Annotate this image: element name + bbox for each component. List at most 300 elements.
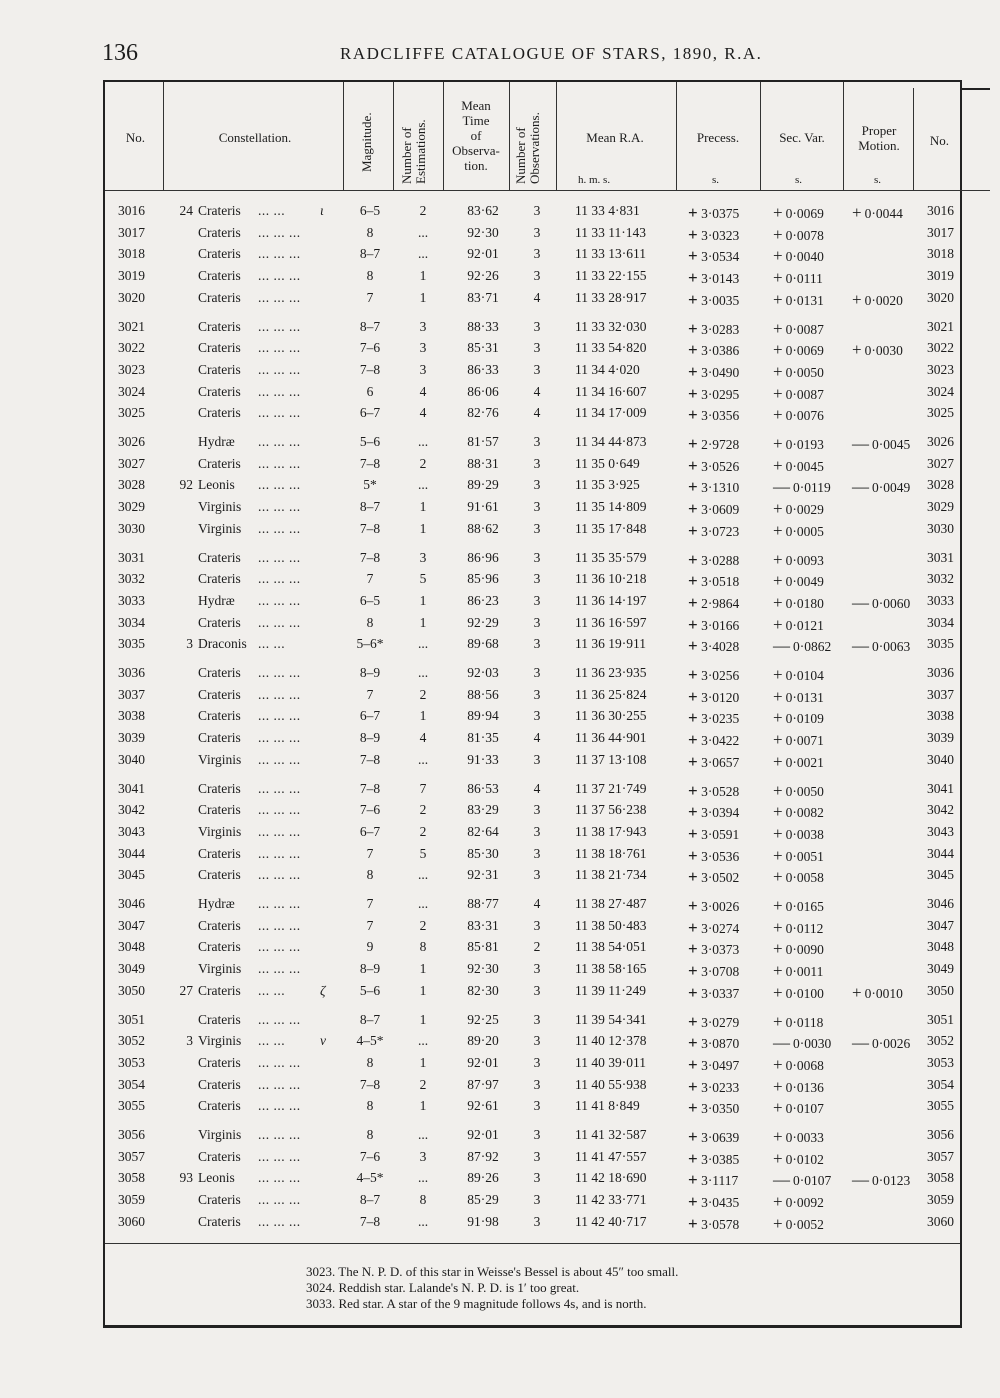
header-precess: Precess. <box>696 130 740 145</box>
secular-variation-sign: + <box>773 571 783 591</box>
estimations: 1 <box>419 614 427 630</box>
star-number-right: 3037 <box>927 686 954 702</box>
table-row <box>0 918 1000 940</box>
secular-variation <box>773 499 824 519</box>
precession: + 3·0295 <box>688 383 740 403</box>
magnitude: 7–8 <box>359 361 381 377</box>
mean-time: 82·30 <box>467 982 499 998</box>
precession: + 3·0609 <box>688 499 740 519</box>
mean-ra: 11 35 14·809 <box>575 499 647 515</box>
precession: + 3·0708 <box>688 961 740 981</box>
observations: 3 <box>533 867 541 883</box>
mean-ra: 11 40 12·378 <box>575 1033 647 1049</box>
precession: + 3·0578 <box>688 1213 740 1233</box>
mean-ra: 11 35 35·579 <box>575 549 647 565</box>
flamsteed-number: 24 <box>179 203 193 218</box>
secular-variation <box>773 1098 824 1118</box>
observations: 3 <box>533 1098 541 1114</box>
estimations: 1 <box>419 708 427 724</box>
table-row <box>0 290 1000 312</box>
secular-variation-sign: + <box>773 1213 783 1233</box>
flamsteed-number: 3 <box>186 1033 193 1049</box>
secular-variation-sign: + <box>773 665 783 684</box>
col-rule <box>163 82 164 190</box>
proper-motion-value: 0·0020 <box>864 292 903 308</box>
table-row <box>0 939 1000 961</box>
mean-ra: 11 38 21·734 <box>575 867 647 883</box>
secular-variation <box>773 824 824 844</box>
precession-value: 3·1310 <box>701 480 740 496</box>
table-row <box>0 362 1000 384</box>
mean-ra: 11 33 13·611 <box>575 246 646 262</box>
estimations: 2 <box>419 686 427 702</box>
proper-motion <box>852 477 910 497</box>
magnitude: 5–6* <box>356 636 384 652</box>
precession: + 3·0536 <box>688 845 740 865</box>
constellation: Hydræ <box>198 434 235 449</box>
magnitude: 5* <box>363 477 377 493</box>
mean-ra: 11 35 17·848 <box>575 520 647 536</box>
mean-ra: 11 34 44·873 <box>575 434 647 449</box>
magnitude: 7 <box>366 686 374 702</box>
secular-variation <box>773 1214 824 1234</box>
star-number-right: 3047 <box>927 917 954 933</box>
observations: 3 <box>533 268 541 284</box>
secular-variation-sign: + <box>773 592 783 612</box>
star-number-right: 3018 <box>927 246 954 262</box>
secular-variation <box>773 384 824 404</box>
leader-dots: ... ... ... <box>258 1192 301 1208</box>
secular-variation-value: 0·0045 <box>785 458 824 474</box>
star-number-right: 3034 <box>927 614 954 630</box>
secular-variation-value: 0·0100 <box>785 985 824 1001</box>
mean-ra: 11 35 0·649 <box>575 455 640 471</box>
leader-dots: ... ... ... <box>258 1011 301 1027</box>
observations: 3 <box>533 592 541 608</box>
star-number: 3022 <box>118 340 145 356</box>
star-number: 3029 <box>118 499 145 515</box>
observations: 3 <box>533 549 541 565</box>
mean-ra: 11 34 16·607 <box>575 383 647 399</box>
magnitude: 7–6 <box>359 802 381 818</box>
star-number: 3035 <box>118 636 145 652</box>
observations: 4 <box>533 405 541 421</box>
leader-dots: ... ... ... <box>258 917 301 933</box>
mean-ra: 11 40 55·938 <box>575 1076 647 1092</box>
estimations: 8 <box>419 1192 427 1208</box>
header-sec-var: Sec. Var. <box>779 130 825 145</box>
observations: 3 <box>533 1127 541 1142</box>
observations: 3 <box>533 1170 541 1186</box>
col-rule <box>843 82 844 190</box>
leader-dots: ... ... <box>258 982 286 998</box>
magnitude: 7–8 <box>359 1076 381 1092</box>
mean-ra: 11 41 8·849 <box>575 1098 640 1114</box>
precession-value: 3·0035 <box>701 292 740 308</box>
precession: + 3·0035 <box>688 289 740 309</box>
secular-variation-sign: — <box>773 477 790 497</box>
star-number-right: 3043 <box>927 823 954 839</box>
precession-value: 3·0422 <box>701 733 740 749</box>
mean-time: 89·20 <box>467 1033 499 1049</box>
mean-time: 92·03 <box>467 665 499 680</box>
estimations: 1 <box>419 268 427 284</box>
secular-variation-value: 0·0111 <box>785 271 823 287</box>
proper-motion-value: 0·0044 <box>864 206 903 221</box>
precession-value: 3·1117 <box>701 1173 739 1189</box>
mean-time: 92·30 <box>467 224 499 240</box>
magnitude: 7–8 <box>359 751 381 767</box>
leader-dots: ... ... ... <box>258 751 301 767</box>
table-row <box>0 615 1000 637</box>
mean-ra: 11 38 18·761 <box>575 845 647 861</box>
observations: 4 <box>533 896 541 911</box>
estimations: 2 <box>419 823 427 839</box>
secular-variation-sign: + <box>773 361 783 381</box>
proper-motion-sign: — <box>852 1033 869 1053</box>
secular-variation-sign: + <box>773 455 783 475</box>
precession-value: 3·0518 <box>701 574 740 590</box>
table-row <box>0 571 1000 593</box>
secular-variation-sign: + <box>773 730 783 750</box>
secular-variation-sign: + <box>773 499 783 519</box>
estimations: 4 <box>419 383 427 399</box>
proper-motion-value: 0·0060 <box>872 595 911 611</box>
secular-variation-sign: + <box>773 823 783 843</box>
leader-dots: ... ... ... <box>258 455 301 471</box>
running-head: RADCLIFFE CATALOGUE OF STARS, 1890, R.A. <box>340 44 763 63</box>
secular-variation-sign: + <box>773 1054 783 1074</box>
star-number-right: 3049 <box>927 961 954 977</box>
table-row <box>0 225 1000 247</box>
star-number: 3023 <box>118 361 145 377</box>
precession: + 3·0394 <box>688 802 740 822</box>
mean-ra: 11 33 4·831 <box>575 203 640 218</box>
precession: + 3·0870 <box>688 1033 740 1053</box>
precession: + 3·0143 <box>688 268 740 288</box>
leader-dots: ... ... ... <box>258 1076 301 1092</box>
leader-dots: ... ... ... <box>258 823 301 839</box>
star-number: 3026 <box>118 434 145 449</box>
precession: + 3·0518 <box>688 571 740 591</box>
magnitude: 7–8 <box>359 780 381 796</box>
table-row <box>0 593 1000 615</box>
secular-variation-sign: + <box>773 1192 783 1212</box>
estimations: 2 <box>419 1076 427 1092</box>
table-row <box>0 846 1000 868</box>
header-magnitude: Magnitude. <box>359 112 374 172</box>
precession-value: 3·0283 <box>701 321 740 337</box>
secular-variation-value: 0·0038 <box>785 826 824 842</box>
proper-motion-sign: + <box>852 203 862 222</box>
constellation: Crateris <box>198 361 241 377</box>
observations: 3 <box>533 1192 541 1208</box>
mean-time: 89·68 <box>467 636 499 652</box>
observations: 3 <box>533 917 541 933</box>
secular-variation-sign: + <box>773 289 783 309</box>
estimations: ... <box>417 1213 429 1229</box>
estimations: 7 <box>419 780 427 796</box>
magnitude: 8–7 <box>359 246 381 262</box>
secular-variation-sign: + <box>773 203 783 222</box>
mean-time: 87·92 <box>467 1148 499 1164</box>
star-number-right: 3024 <box>927 383 954 399</box>
star-number-right: 3028 <box>927 477 954 493</box>
secular-variation-sign: + <box>773 268 783 288</box>
unit-proper-motion: s. <box>874 174 882 186</box>
constellation: Virginis <box>198 1033 242 1049</box>
constellation: Crateris <box>198 665 241 680</box>
secular-variation <box>773 340 824 360</box>
magnitude: 7–8 <box>359 549 381 565</box>
mean-ra: 11 38 50·483 <box>575 917 647 933</box>
star-number: 3046 <box>118 896 145 911</box>
estimations: ... <box>417 1033 429 1049</box>
star-number: 3033 <box>118 592 145 608</box>
header-mean-ra: Mean R.A. <box>586 130 644 145</box>
header-rule <box>105 190 960 191</box>
mean-time: 86·53 <box>467 780 499 796</box>
observations: 3 <box>533 246 541 262</box>
mean-time: 92·25 <box>467 1011 499 1027</box>
leader-dots: ... ... ... <box>258 520 301 536</box>
precession-value: 3·0235 <box>701 711 740 727</box>
mean-time: 85·96 <box>467 571 499 587</box>
proper-motion <box>852 1170 910 1190</box>
mean-time: 92·29 <box>467 614 499 630</box>
observations: 3 <box>533 1148 541 1164</box>
mean-ra: 11 42 33·771 <box>575 1192 647 1208</box>
estimations: 3 <box>419 1148 427 1164</box>
leader-dots: ... ... ... <box>258 708 301 724</box>
secular-variation-value: 0·0029 <box>785 502 824 518</box>
estimations: 1 <box>419 1054 427 1070</box>
secular-variation-value: 0·0033 <box>785 1130 824 1145</box>
footer-rule <box>105 1243 960 1244</box>
constellation: Crateris <box>198 383 241 399</box>
star-number-right: 3053 <box>927 1054 954 1070</box>
mean-ra: 11 42 40·717 <box>575 1213 647 1229</box>
magnitude: 8–7 <box>359 1192 381 1208</box>
secular-variation-value: 0·0090 <box>785 942 824 958</box>
precession: + 3·0323 <box>688 224 740 244</box>
precession-value: 3·0708 <box>701 964 740 980</box>
observations: 3 <box>533 1011 541 1027</box>
constellation: Crateris <box>198 730 241 746</box>
precession-value: 3·4028 <box>701 639 740 655</box>
constellation: Crateris <box>198 289 241 305</box>
precession-value: 3·0870 <box>701 1036 740 1052</box>
proper-motion-value: 0·0030 <box>864 343 903 359</box>
constellation: Hydræ <box>198 896 235 911</box>
secular-variation <box>773 802 824 822</box>
proper-motion <box>852 593 910 613</box>
leader-dots: ... ... ... <box>258 549 301 565</box>
star-number: 3018 <box>118 246 145 262</box>
magnitude: 8 <box>366 1098 374 1114</box>
precession-value: 3·0274 <box>701 920 740 936</box>
bayer-letter: ζ <box>320 982 326 998</box>
magnitude: 7–8 <box>359 455 381 471</box>
star-number-right: 3022 <box>927 340 954 356</box>
constellation: Crateris <box>198 614 241 630</box>
secular-variation-sign: + <box>773 405 783 425</box>
mean-ra: 11 33 28·917 <box>575 289 647 305</box>
star-number-right: 3021 <box>927 318 954 334</box>
secular-variation <box>773 708 824 728</box>
estimations: ... <box>417 665 429 680</box>
magnitude: 8–7 <box>359 499 381 515</box>
secular-variation-value: 0·0118 <box>785 1014 824 1030</box>
constellation: Crateris <box>198 802 241 818</box>
constellation: Crateris <box>198 708 241 724</box>
secular-variation <box>773 665 824 685</box>
secular-variation-value: 0·0040 <box>785 249 824 265</box>
proper-motion-value: 0·0063 <box>872 639 911 655</box>
mean-time: 82·64 <box>467 823 499 839</box>
mean-ra: 11 38 54·051 <box>575 939 647 955</box>
star-number-right: 3029 <box>927 499 954 515</box>
secular-variation <box>773 477 831 497</box>
secular-variation-value: 0·0119 <box>793 480 831 496</box>
mean-ra: 11 33 11·143 <box>575 224 646 240</box>
star-number: 3039 <box>118 730 145 746</box>
estimations: 3 <box>419 361 427 377</box>
proper-motion-value: 0·0049 <box>872 480 911 496</box>
flamsteed-number: 3 <box>186 636 193 652</box>
secular-variation-value: 0·0049 <box>785 574 824 590</box>
star-number: 3042 <box>118 802 145 818</box>
footnote: 3024. Reddish star. Lalande's N. P. D. is 1′ too great. <box>306 1280 580 1295</box>
secular-variation <box>773 1170 831 1190</box>
mean-ra: 11 36 25·824 <box>575 686 647 702</box>
constellation: Leonis <box>198 1170 235 1186</box>
magnitude: 6 <box>366 383 374 399</box>
mean-time: 86·33 <box>467 361 499 377</box>
leader-dots: ... ... ... <box>258 477 301 493</box>
precession-value: 3·0375 <box>701 206 740 221</box>
leader-dots: ... ... ... <box>258 845 301 861</box>
table-row <box>0 405 1000 427</box>
secular-variation <box>773 1149 824 1169</box>
estimations: 2 <box>419 203 427 218</box>
observations: 3 <box>533 520 541 536</box>
secular-variation-sign: + <box>773 780 783 800</box>
col-rule <box>443 82 444 190</box>
star-number: 3043 <box>118 823 145 839</box>
precession: + 3·0435 <box>688 1192 740 1212</box>
proper-motion-value: 0·0123 <box>872 1173 911 1189</box>
observations: 4 <box>533 730 541 746</box>
leader-dots: ... ... ... <box>258 896 301 911</box>
secular-variation-value: 0·0131 <box>785 292 824 308</box>
secular-variation-sign: + <box>773 434 783 453</box>
table-row <box>0 550 1000 572</box>
secular-variation <box>773 846 824 866</box>
table-row <box>0 1077 1000 1099</box>
precession-value: 3·0609 <box>701 502 740 518</box>
leader-dots: ... ... ... <box>258 1213 301 1229</box>
constellation: Crateris <box>198 1054 241 1070</box>
proper-motion <box>852 290 903 310</box>
secular-variation-value: 0·0069 <box>785 343 824 359</box>
mean-ra: 11 34 4·020 <box>575 361 640 377</box>
observations: 3 <box>533 982 541 998</box>
observations: 4 <box>533 383 541 399</box>
estimations: 3 <box>419 340 427 356</box>
constellation: Crateris <box>198 1148 241 1164</box>
leader-dots: ... ... ... <box>258 592 301 608</box>
secular-variation <box>773 983 824 1003</box>
proper-motion <box>852 340 903 360</box>
constellation: Crateris <box>198 246 241 262</box>
precession-value: 3·0337 <box>701 985 740 1001</box>
star-number-right: 3058 <box>927 1170 954 1186</box>
magnitude: 8 <box>366 1054 374 1070</box>
constellation: Crateris <box>198 340 241 356</box>
mean-ra: 11 40 39·011 <box>575 1054 646 1070</box>
precession-value: 3·0295 <box>701 386 740 402</box>
secular-variation <box>773 1127 824 1147</box>
secular-variation-value: 0·0021 <box>785 754 824 770</box>
constellation: Crateris <box>198 203 241 218</box>
secular-variation-value: 0·0104 <box>785 668 824 683</box>
precession-value: 3·0497 <box>701 1057 740 1073</box>
mean-ra: 11 36 44·901 <box>575 730 647 746</box>
precession-value: 3·0435 <box>701 1195 740 1211</box>
star-number-right: 3039 <box>927 730 954 746</box>
leader-dots: ... ... ... <box>258 224 301 240</box>
secular-variation <box>773 1033 831 1053</box>
secular-variation <box>773 730 824 750</box>
constellation: Crateris <box>198 1098 241 1114</box>
table-row <box>0 867 1000 889</box>
precession: + 3·0233 <box>688 1076 740 1096</box>
precession-value: 3·0528 <box>701 783 740 799</box>
secular-variation-value: 0·0082 <box>785 805 824 821</box>
secular-variation-value: 0·0093 <box>785 552 824 568</box>
precession-value: 3·0502 <box>701 870 740 886</box>
secular-variation <box>773 1077 824 1097</box>
proper-motion-value: 0·0010 <box>864 985 903 1001</box>
observations: 3 <box>533 361 541 377</box>
magnitude: 7 <box>366 845 374 861</box>
star-number-right: 3032 <box>927 571 954 587</box>
star-number-right: 3023 <box>927 361 954 377</box>
estimations: ... <box>417 434 429 449</box>
precession-value: 3·0233 <box>701 1079 740 1095</box>
star-number: 3025 <box>118 405 145 421</box>
proper-motion <box>852 636 910 656</box>
magnitude: 8–7 <box>359 1011 381 1027</box>
star-number-right: 3046 <box>927 896 954 911</box>
precession: + 3·0422 <box>688 730 740 750</box>
secular-variation-sign: + <box>773 961 783 981</box>
leader-dots: ... ... ... <box>258 867 301 883</box>
proper-motion-sign: — <box>852 1170 869 1190</box>
table-row <box>0 1055 1000 1077</box>
precession: + 2·9728 <box>688 434 740 453</box>
proper-motion <box>852 1033 910 1053</box>
star-number: 3054 <box>118 1076 145 1092</box>
star-number-right: 3016 <box>927 203 954 218</box>
leader-dots: ... ... ... <box>258 383 301 399</box>
star-number: 3019 <box>118 268 145 284</box>
secular-variation-sign: + <box>773 686 783 706</box>
observations: 3 <box>533 477 541 493</box>
constellation: Crateris <box>198 571 241 587</box>
mean-time: 88·33 <box>467 318 499 334</box>
